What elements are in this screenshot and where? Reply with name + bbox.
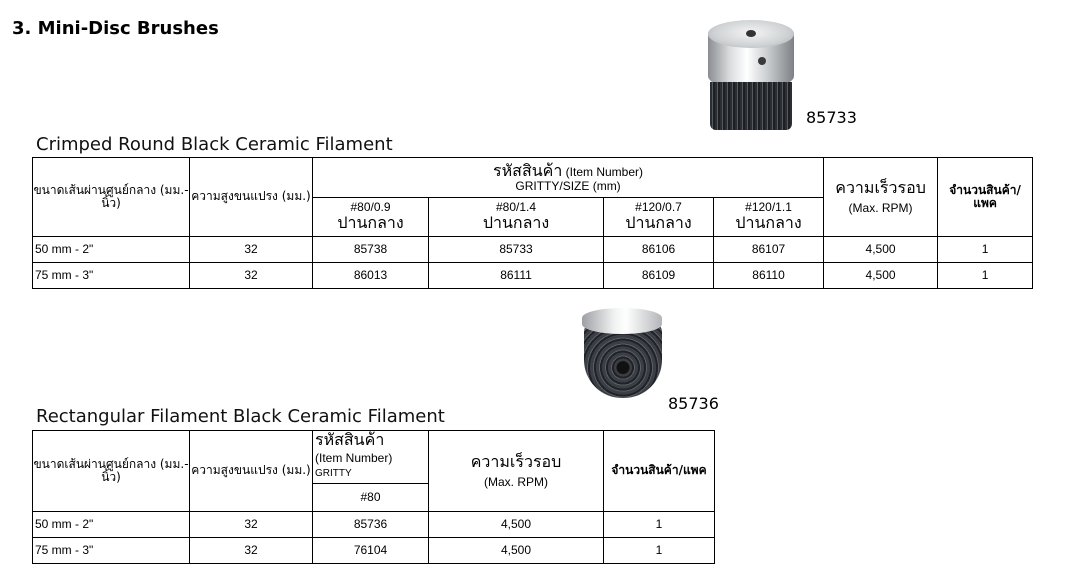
table-row <box>33 237 1033 263</box>
table-row <box>33 538 715 564</box>
table-caption: Rectangular Filament Black Ceramic Filament <box>36 406 445 427</box>
item-number-header <box>313 158 824 198</box>
rpm-cell: 4,500 <box>429 512 604 538</box>
height-cell: 32 <box>190 237 313 263</box>
rpm-cell: 4,500 <box>824 237 938 263</box>
speed-en: (Max. RPM) <box>848 200 913 215</box>
grit-column-header: #120/1.1 ปานกลาง <box>714 198 824 237</box>
size-cell: 75 mm - 3" <box>33 538 190 564</box>
spec-table-rectangular <box>32 430 715 564</box>
diameter-header: ขนาดเส้นผ่านศูนย์กลาง (มม.-นิ้ว) <box>33 158 190 237</box>
grit-column-header: #120/0.7 ปานกลาง <box>604 198 714 237</box>
item-number-th: รหัสสินค้า <box>315 430 385 449</box>
table-caption: Crimped Round Black Ceramic Filament <box>36 134 393 155</box>
item-number-cell: 76104 <box>313 538 429 564</box>
size-cell: 75 mm - 3" <box>33 263 190 289</box>
height-header: ความสูงขนแปรง (มม.) <box>190 158 313 237</box>
speed-header <box>824 158 938 237</box>
qty-cell: 1 <box>938 237 1033 263</box>
item-number-cell: 85736 <box>313 512 429 538</box>
item-number-cell: 86013 <box>313 263 429 289</box>
height-cell: 32 <box>190 263 313 289</box>
mini-disc-brush-photo <box>580 308 666 400</box>
table-row <box>33 263 1033 289</box>
mini-disc-brush-photo <box>706 20 798 134</box>
section-title: 3. Mini-Disc Brushes <box>12 18 219 39</box>
size-cell: 50 mm - 2" <box>33 512 190 538</box>
qty-cell: 1 <box>604 512 715 538</box>
grit-column-header: #80/0.9 ปานกลาง <box>313 198 429 237</box>
height-cell: 32 <box>190 538 313 564</box>
item-number-cell: 85738 <box>313 237 429 263</box>
speed-header <box>429 431 604 512</box>
height-cell: 32 <box>190 512 313 538</box>
item-number-cell: 86111 <box>429 263 604 289</box>
qty-header: จำนวนสินค้า/แพค <box>938 158 1033 237</box>
gritty-label: GRITTY <box>315 467 352 476</box>
gritty-size-label: GRITTY/SIZE (mm) <box>515 179 621 194</box>
grit-column-header: #80 <box>313 484 429 512</box>
item-number-en: (Item Number) <box>315 451 393 466</box>
item-number-cell: 85733 <box>429 237 604 263</box>
qty-cell: 1 <box>604 538 715 564</box>
height-header: ความสูงขนแปรง (มม.) <box>190 431 313 512</box>
rpm-cell: 4,500 <box>429 538 604 564</box>
speed-th: ความเร็วรอบ <box>470 452 562 472</box>
item-number-th: รหัสสินค้า <box>493 160 563 180</box>
speed-th: ความเร็วรอบ <box>835 178 926 198</box>
qty-cell: 1 <box>938 263 1033 289</box>
speed-en: (Max. RPM) <box>484 474 548 489</box>
diameter-header: ขนาดเส้นผ่านศูนย์กลาง (มม.-นิ้ว) <box>33 431 190 512</box>
item-number-cell: 86107 <box>714 237 824 263</box>
grit-column-header: #80/1.4 ปานกลาง <box>429 198 604 237</box>
item-number-cell: 86109 <box>604 263 714 289</box>
table-row <box>33 512 715 538</box>
spec-table-crimped <box>32 157 1033 289</box>
item-number-cell: 86106 <box>604 237 714 263</box>
rpm-cell: 4,500 <box>824 263 938 289</box>
qty-header: จำนวนสินค้า/แพค <box>604 431 715 512</box>
size-cell: 50 mm - 2" <box>33 237 190 263</box>
photo-code-label: 85736 <box>668 394 719 413</box>
item-number-cell: 86110 <box>714 263 824 289</box>
item-number-header <box>313 431 429 484</box>
photo-code-label: 85733 <box>806 108 857 127</box>
item-number-en: (Item Number) <box>565 164 644 179</box>
